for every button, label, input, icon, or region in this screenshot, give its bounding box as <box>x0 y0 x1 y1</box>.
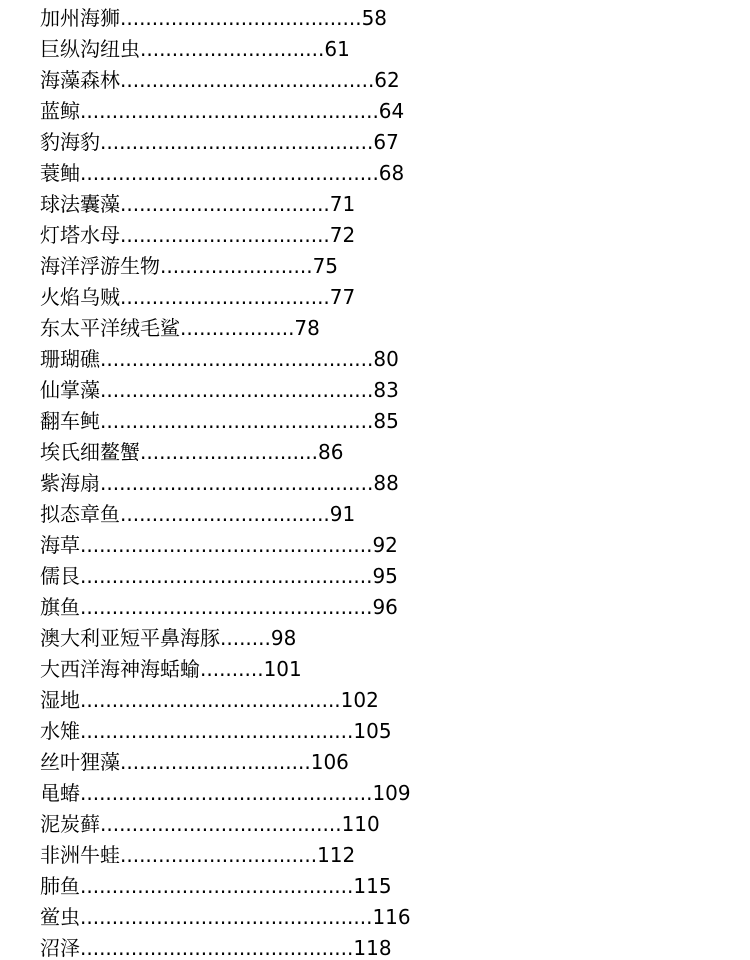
toc-entry: 鲎虫..............................................116 <box>40 905 411 929</box>
toc-entry: 黾蝽..............................................109 <box>40 781 411 805</box>
toc-entry: 海草..............................................92 <box>40 533 398 557</box>
toc-entry: 泥炭藓......................................110 <box>40 812 380 836</box>
toc-entry: 紫海扇...........................................88 <box>40 471 399 495</box>
toc-entry: 海洋浮游生物........................75 <box>40 254 339 278</box>
toc-entry: 巨纵沟纽虫.............................61 <box>40 37 350 61</box>
toc-entry: 儒艮..............................................95 <box>40 564 398 588</box>
toc-entry: 大西洋海神海蛞蝓..........101 <box>40 657 302 681</box>
toc-entry: 球法囊藻.................................71 <box>40 192 356 216</box>
toc-entry: 丝叶狸藻..............................106 <box>40 750 349 774</box>
toc-entry: 加州海狮......................................58 <box>40 6 388 30</box>
toc-entry: 海藻森林........................................62 <box>40 68 400 92</box>
toc-entry: 翻车鲀...........................................85 <box>40 409 399 433</box>
toc-entry: 蓝鲸...............................................64 <box>40 99 405 123</box>
toc-entry: 珊瑚礁...........................................80 <box>40 347 399 371</box>
toc-entry: 拟态章鱼.................................91 <box>40 502 356 526</box>
toc-entry: 东太平洋绒毛鲨..................78 <box>40 316 320 340</box>
table-of-contents <box>40 3 411 960</box>
toc-entry: 非洲牛蛙...............................112 <box>40 843 356 867</box>
toc-entry: 肺鱼...........................................115 <box>40 874 392 898</box>
toc-entry: 豹海豹...........................................67 <box>40 130 399 154</box>
toc-entry: 旗鱼..............................................96 <box>40 595 398 619</box>
toc-entry: 湿地.........................................102 <box>40 688 379 712</box>
toc-entry: 仙掌藻...........................................83 <box>40 378 399 402</box>
toc-entry: 水雉...........................................105 <box>40 719 392 743</box>
toc-entry: 火焰乌贼.................................77 <box>40 285 356 309</box>
toc-entry: 蓑鲉...............................................68 <box>40 161 405 185</box>
toc-entry: 灯塔水母.................................72 <box>40 223 356 247</box>
toc-entry: 澳大利亚短平鼻海豚........98 <box>40 626 297 650</box>
toc-entry: 埃氏细鳌蟹............................86 <box>40 440 344 464</box>
toc-entry: 沼泽...........................................118 <box>40 936 392 960</box>
